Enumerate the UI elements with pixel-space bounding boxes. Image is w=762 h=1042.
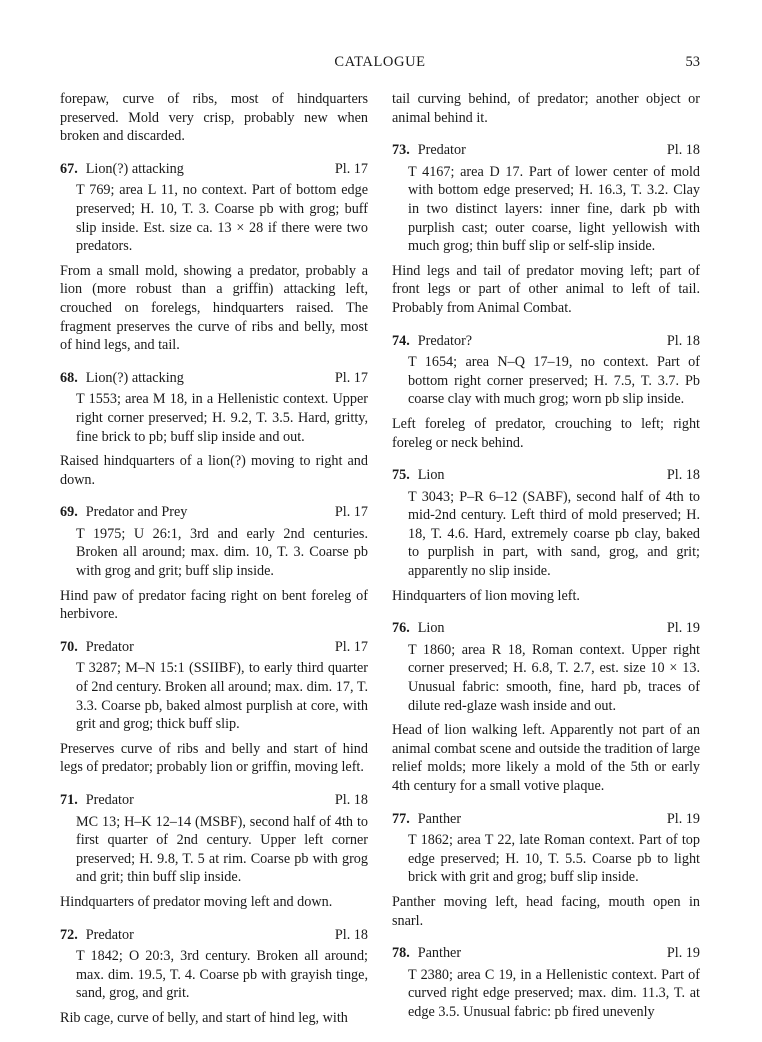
entry-description: Rib cage, curve of belly, and start of hind leg, with [60,1009,348,1026]
entry-heading [392,332,700,351]
entry-meta: T 1654; area N–Q 17–19, no context. Part of bottom right corner preserved; H. 7.5, T. 3.7. Pb coarse clay with much grog; worn pb slip inside. [408,354,700,408]
catalogue-entry [60,369,368,490]
entry-meta: T 1553; area M 18, in a Hellenistic context. Upper right corner preserved; H. 9.2, T. 3.5. Hard, gritty, fine brick to pb; buff slip inside and out. [76,391,368,445]
entry-number: 75. [392,467,410,484]
entry-heading [392,466,700,485]
page-number: 53 [685,54,700,70]
plate-ref: Pl. 17 [334,638,368,655]
plate-ref: Pl. 19 [666,945,700,962]
entry-meta: T 1860; area R 18, Roman context. Upper right corner preserved; H. 6.8, T. 2.7, est. size 10 × 13. Unusual fabric: smooth, fine, hard pb, traces of dilute red-glaze wash inside and out. [408,641,700,714]
catalogue-entry [60,160,368,355]
entry-title: Predator [85,792,134,808]
continuation-text: tail curving behind, of predator; another object or animal behind it. [392,91,700,126]
entry-number: 69. [60,504,78,521]
entry-heading [60,503,368,522]
right-column [392,90,700,1028]
entry-heading [392,810,700,829]
entry-meta: T 1862; area T 22, late Roman context. Part of top edge preserved; H. 10, T. 5.5. Coarse pb to light brick with grit and grog; buff slip inside. [408,832,700,886]
plate-ref: Pl. 18 [334,792,368,808]
entry-number: 76. [392,620,410,637]
plate-ref: Pl. 18 [334,926,368,943]
entry-meta: T 3043; P–R 6–12 (SABF), second half of 4th to mid-2nd century. Left third of mold preserved; H. 18, T. 4.6. Hard, extremely coarse pb clay, baked to purplish in part, with sand, grog, and grit; apparently no slip inside. [408,488,700,580]
entry-description: Raised hindquarters of a lion(?) moving to right and down. [60,453,368,488]
entry-heading [60,926,368,945]
entry-number: 70. [60,638,78,655]
entry-description: Hindquarters of lion moving left. [392,587,580,604]
entry-number: 67. [60,160,78,177]
entry-description: Head of lion walking left. Apparently not part of an animal combat scene and outside the tradition of large relief molds; more likely a mold of the 5th or early 4th century for a small votive plaque. [392,722,700,794]
entry-description: Left foreleg of predator, crouching to left; right foreleg or neck behind. [392,415,700,451]
entry-number: 72. [60,926,78,943]
page-header [60,54,700,74]
entry-heading [392,141,700,160]
entry-number: 74. [392,332,410,349]
entry-meta: T 1842; O 20:3, 3rd century. Broken all around; max. dim. 19.5, T. 4. Coarse pb with grayish tinge, sand, grog, and grit. [76,948,368,1002]
entry-heading [60,369,368,388]
plate-ref: Pl. 17 [334,369,368,386]
entry-number: 68. [60,369,78,386]
entry-title: Panther [417,945,462,962]
catalogue-entry [60,503,368,624]
plate-ref: Pl. 18 [666,142,700,159]
entry-title: Lion(?) attacking [85,160,184,177]
entry-title: Predator [85,638,134,655]
entry-meta: T 1975; U 26:1, 3rd and early 2nd centuries. Broken all around; max. dim. 10, T. 3. Coarse pb with grog and grit; buff slip inside. [76,525,368,580]
catalogue-entry [60,638,368,777]
plate-ref: Pl. 19 [666,810,700,827]
catalogue-entry [392,332,700,453]
entry-heading [392,944,700,963]
entry-title: Lion(?) attacking [85,369,184,386]
entry-number: 71. [60,792,78,808]
entry-title: Lion [417,620,445,637]
entry-title: Predator [417,142,466,159]
entry-number: 73. [392,142,410,159]
catalogue-entry [392,810,700,931]
catalogue-entry [392,466,700,605]
catalogue-entry [60,926,368,1028]
entry-meta: T 769; area L 11, no context. Part of bottom edge preserved; H. 10, T. 3. Coarse pb with grog; buff slip inside. Est. size ca. 13 × 28 if there were two predators. [76,182,368,255]
entry-description: Hind paw of predator facing right on bent foreleg of herbivore. [60,587,368,623]
continuation-text: forepaw, curve of ribs, most of hindquarters preserved. Mold very crisp, probably new when broken and discarded. [60,91,368,145]
entry-description: Hind legs and tail of predator moving left; part of front legs or part of other animal to left of tail. Probably from Animal Combat. [392,262,700,316]
entry-meta: T 4167; area D 17. Part of lower center of mold with bottom edge preserved; H. 16.3, T. 3.2. Clay in two distinct layers: inner fine, dark pb with purplish cast; outer coarse, light yellowish with much grog; thin buff slip or self-slip inside. [408,163,700,255]
entry-description: Preserves curve of ribs and belly and start of hind legs of predator; probably lion or griffin, moving left. [60,740,368,776]
entry-description: Hindquarters of predator moving left and down. [60,893,333,910]
entry-description: From a small mold, showing a predator, probably a lion (more robust than a griffin) attacking left, crouched on forelegs, hindquarters raised. The fragment preserves the curve of ribs and belly, most of hind legs, and tail. [60,262,368,354]
entry-description: Panther moving left, head facing, mouth open in snarl. [392,893,700,929]
left-column [60,90,368,1042]
entry-heading [60,160,368,179]
catalogue-entry [392,619,700,795]
plate-ref: Pl. 17 [334,504,368,521]
entry-title: Panther [417,810,462,827]
catalogue-entry [392,141,700,317]
plate-ref: Pl. 17 [334,160,368,177]
entry-title: Lion [417,467,445,484]
entry-number: 77. [392,810,410,827]
entry-heading [60,791,368,810]
entry-number: 78. [392,945,410,962]
entry-title: Predator and Prey [85,504,188,521]
plate-ref: Pl. 19 [666,620,700,637]
entry-meta: T 2380; area C 19, in a Hellenistic context. Part of curved right edge preserved; max. dim. 11.3, T. at edge 3.5. Unusual fabric: pb fired unevenly [408,966,700,1020]
catalogue-entry [392,944,700,1021]
entry-title: Predator [85,926,134,943]
plate-ref: Pl. 18 [666,332,700,349]
entry-meta: T 3287; M–N 15:1 (SSIIBF), to early third quarter of 2nd century. Broken all around; max. dim. 17, T. 3.3. Coarse pb, baked almost purplish at core, with grit and grog; thick buff slip. [76,660,368,733]
entry-heading [392,619,700,638]
entry-heading [60,638,368,657]
entry-title: Predator? [417,332,473,349]
plate-ref: Pl. 18 [666,467,700,484]
running-head: CATALOGUE [334,54,426,70]
catalogue-entry [60,791,368,912]
entry-meta: MC 13; H–K 12–14 (MSBF), second half of 4th to first quarter of 2nd century. Upper left corner preserved; H. 9.8, T. 5 at rim. Coarse pb with grog and grit; thin buff slip inside. [76,813,368,886]
